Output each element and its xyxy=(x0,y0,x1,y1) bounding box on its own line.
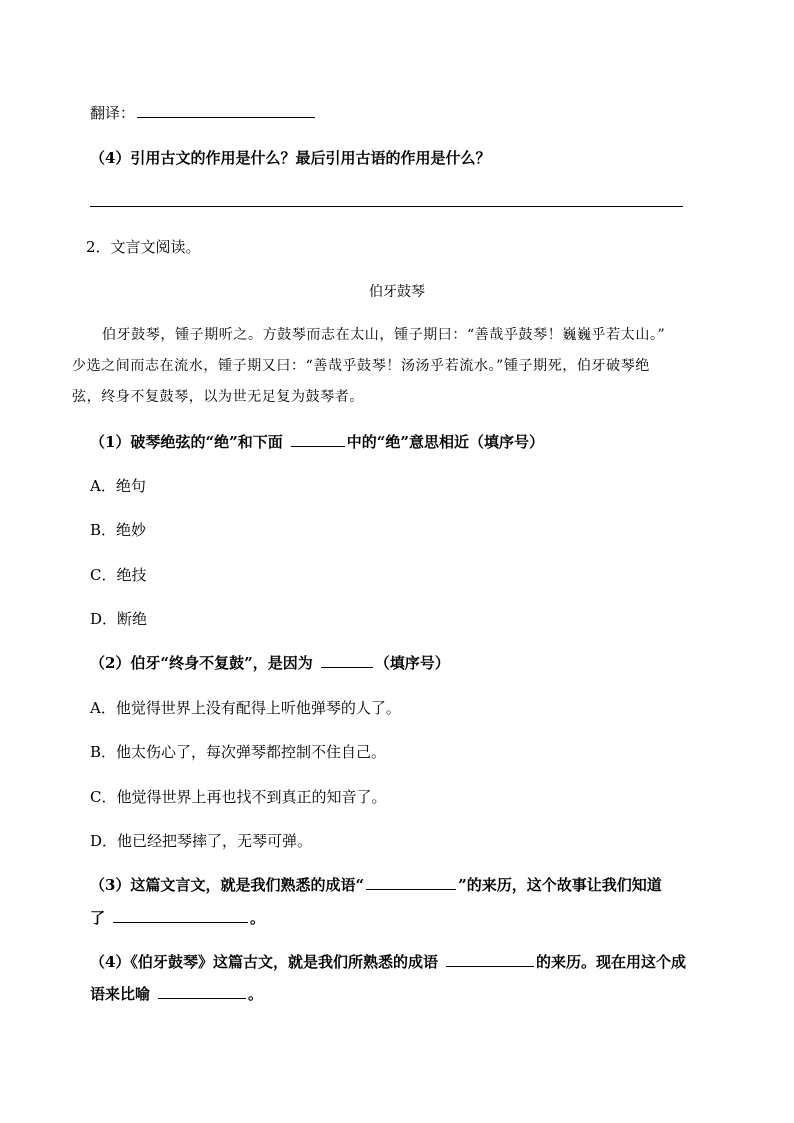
q2-question xyxy=(90,652,450,674)
passage-title: 伯牙鼓琴 xyxy=(369,284,425,300)
q3-before: （3）这篇文言文，就是我们熟悉的成语“ xyxy=(90,876,365,894)
q3-blank-idiom[interactable] xyxy=(366,874,456,890)
q1-option-d: D．断绝 xyxy=(90,610,148,628)
q2-option-c: C．他觉得世界上再也找不到真正的知音了。 xyxy=(90,788,387,806)
translation-blank[interactable] xyxy=(137,102,315,118)
q4-blank-meaning[interactable] xyxy=(158,983,246,999)
q4-blank-idiom[interactable] xyxy=(446,951,534,967)
q4-before: （4）《伯牙鼓琴》这篇古文，就是我们所熟悉的成语 xyxy=(90,953,438,971)
q3-question-line2 xyxy=(90,907,265,929)
q3-blank-lesson[interactable] xyxy=(113,907,248,923)
passage-line-2: 少选之间而志在流水，锺子期又曰：“善哉乎鼓琴！汤汤乎若流水。”锺子期死，伯牙破琴绝 xyxy=(72,358,650,374)
q2-option-b: B．他太伤心了，每次弹琴都控制不住自己。 xyxy=(90,743,387,761)
q1-blank[interactable] xyxy=(291,431,345,447)
answer-rule xyxy=(90,206,683,207)
q1-question xyxy=(90,431,544,453)
q3-line2-before: 了 xyxy=(90,909,106,927)
q2-before: （2）伯牙“终身不复鼓”，是因为 xyxy=(90,654,313,672)
translation-line xyxy=(90,102,317,124)
passage-line-1: 伯牙鼓琴，锺子期听之。方鼓琴而志在太山，锺子期曰：“善哉乎鼓琴！巍巍乎若太山。” xyxy=(102,327,666,343)
q1-option-b: B．绝妙 xyxy=(90,521,147,539)
q2-option-d: D．他已经把琴摔了，无琴可弹。 xyxy=(90,832,313,850)
q3-after: ”的来历，这个故事让我们知道 xyxy=(458,876,662,894)
translation-label: 翻译： xyxy=(90,104,136,122)
q4-question-line2 xyxy=(90,983,263,1005)
q4-prev-question: （4）引用古文的作用是什么？最后引用古语的作用是什么？ xyxy=(90,149,491,167)
q4-after: 的来历。现在用这个成 xyxy=(535,953,686,971)
q1-after: 中的“绝”意思相近（填序号） xyxy=(346,433,544,451)
q1-option-c: C．绝技 xyxy=(90,566,147,584)
section-heading: 2．文言文阅读。 xyxy=(86,238,201,256)
passage-line-3: 弦，终身不复鼓琴，以为世无足复为鼓琴者。 xyxy=(72,389,364,405)
q4-line2-after: 。 xyxy=(248,985,264,1003)
q1-option-a: A．绝句 xyxy=(90,477,146,495)
q2-option-a: A．他觉得世界上没有配得上听他弹琴的人了。 xyxy=(90,699,401,717)
q3-line2-after: 。 xyxy=(250,909,266,927)
q2-blank[interactable] xyxy=(321,652,373,668)
q4-line2-before: 语来比喻 xyxy=(90,985,151,1003)
q3-question xyxy=(90,874,662,896)
q1-before: （1）破琴绝弦的“绝”和下面 xyxy=(90,433,283,451)
q2-after: （填序号） xyxy=(374,654,450,672)
q4-question xyxy=(90,951,686,973)
